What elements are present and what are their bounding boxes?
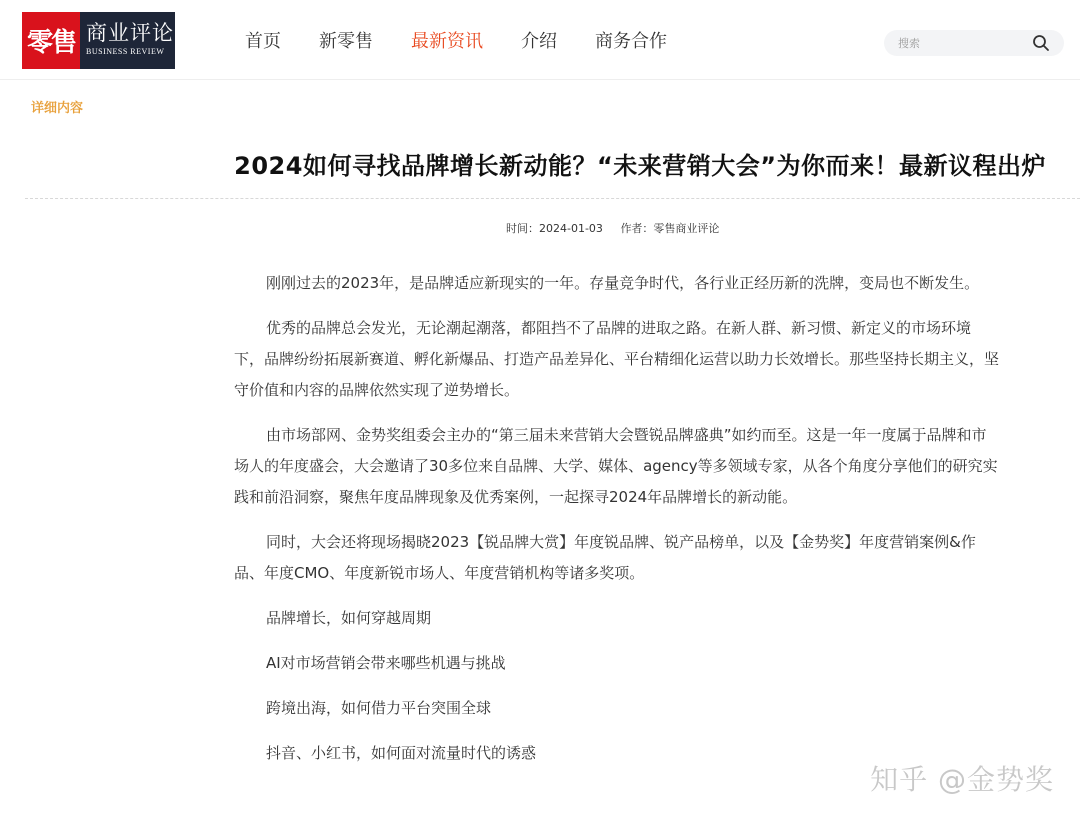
logo-wordmark	[80, 12, 175, 69]
nav-business[interactable]: 商务合作	[595, 31, 667, 52]
main-nav	[245, 30, 705, 54]
logo-mark: 零售	[22, 12, 80, 69]
site-logo[interactable]	[22, 12, 175, 69]
site-header	[0, 0, 1080, 80]
agenda-item: 抖音、小红书，如何面对流量时代的诱惑	[266, 744, 537, 762]
agenda-item: AI对市场营销会带来哪些机遇与挑战	[266, 654, 506, 672]
search-input[interactable]	[898, 34, 1028, 52]
breadcrumb: 详细内容	[31, 101, 84, 116]
nav-new-retail[interactable]: 新零售	[319, 31, 373, 52]
publish-time: 时间：2024-01-03	[506, 222, 603, 235]
article-paragraph: 由市场部网、金势奖组委会主办的“第三届未来营销大会暨锐品牌盛典”如约而至。这是一年一度属于品牌和市场人的年度盛会，大会邀请了30多位来自品牌、大学、媒体、agency等多领域专家，从各个角度分享他们的研究实践和前沿洞察，聚焦年度品牌现象及优秀案例，一起探寻2024年品牌增长的新动能。	[234, 426, 998, 506]
article-paragraph: 同时，大会还将现场揭晓2023【锐品牌大赏】年度锐品牌、锐产品榜单，以及【金势奖】年度营销案例&作品、年度CMO、年度新锐市场人、年度营销机构等诸多奖项。	[234, 533, 976, 582]
nav-home[interactable]: 首页	[245, 31, 281, 52]
title-divider	[25, 198, 1080, 199]
article-paragraph: 优秀的品牌总会发光，无论潮起潮落，都阻挡不了品牌的进取之路。在新人群、新习惯、新定义的市场环境下，品牌纷纷拓展新赛道、孵化新爆品、打造产品差异化、平台精细化运营以助力长效增长。那些坚持长期主义，坚守价值和内容的品牌依然实现了逆势增长。	[234, 319, 1000, 399]
article-paragraph: 刚刚过去的2023年，是品牌适应新现实的一年。存量竞争时代，各行业正经历新的洗牌，变局也不断发生。	[266, 274, 980, 292]
zhihu-watermark: 知乎 @金势奖	[870, 763, 1054, 796]
agenda-item: 跨境出海，如何借力平台突围全球	[266, 699, 492, 717]
logo-subtitle: BUSINESS REVIEW	[86, 47, 165, 56]
nav-latest-news[interactable]: 最新资讯	[411, 31, 483, 52]
article-meta	[506, 220, 733, 236]
search-box	[884, 30, 1064, 56]
logo-name: 商业评论	[86, 21, 174, 45]
article-author: 作者：零售商业评论	[620, 222, 720, 235]
nav-about[interactable]: 介绍	[521, 31, 557, 52]
article-body	[234, 268, 1000, 783]
agenda-item: 品牌增长，如何穿越周期	[266, 609, 432, 627]
article-title: 2024如何寻找品牌增长新动能？“未来营销大会”为你而来！最新议程出炉	[234, 152, 1046, 180]
search-icon[interactable]	[1032, 34, 1050, 52]
